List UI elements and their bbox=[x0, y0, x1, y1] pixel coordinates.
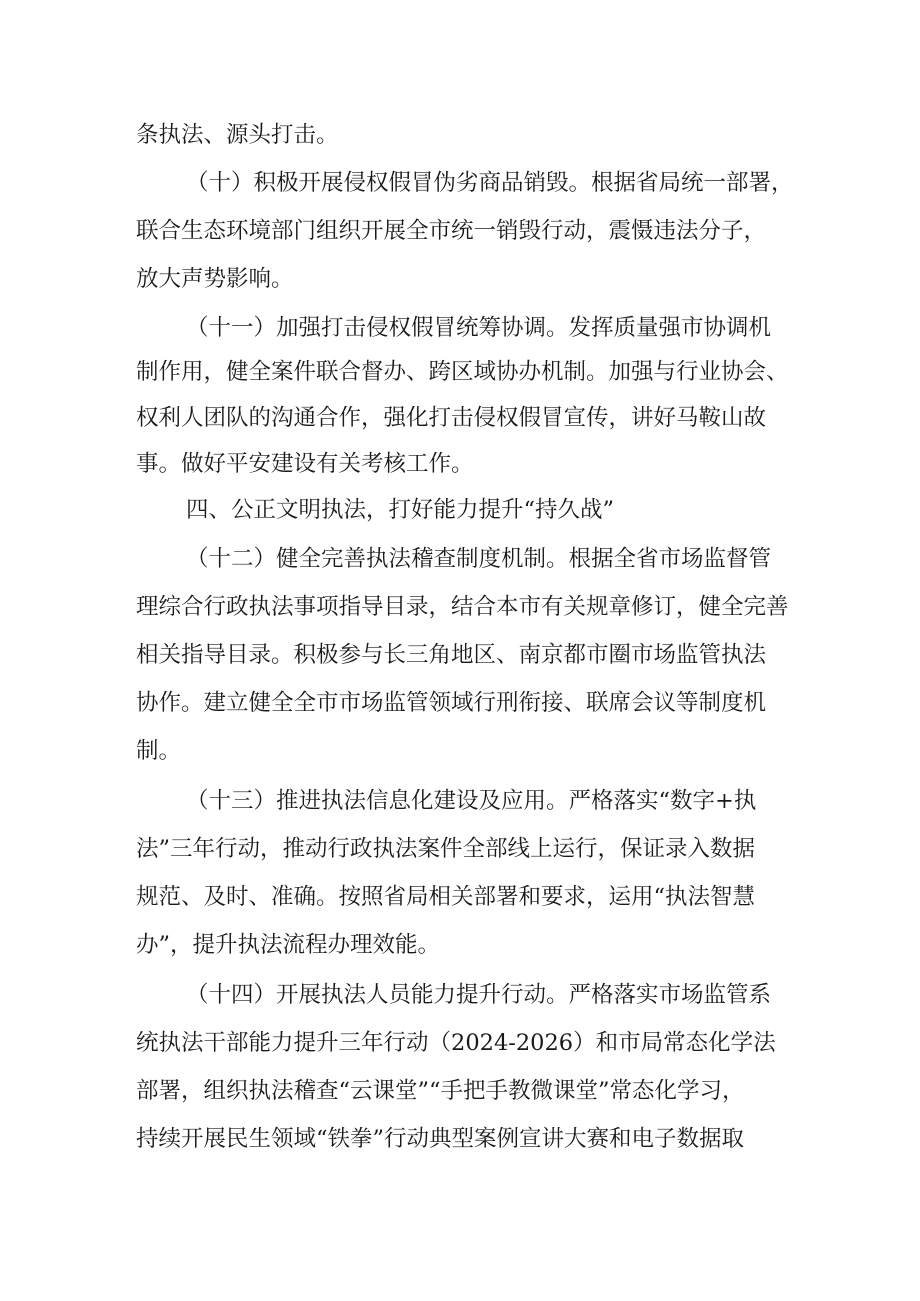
text-line: 规范、及时、准确。按照省局相关部署和要求，运用“执法智慧 bbox=[136, 884, 756, 910]
text-line: 理综合行政执法事项指导目录，结合本市有关规章修订，健全完善 bbox=[136, 594, 789, 620]
text-line: 联合生态环境部门组织开展全市统一销毁行动，震慑违法分子， bbox=[136, 218, 767, 244]
text-line: 放大声势影响。 bbox=[136, 266, 294, 292]
text-line: 统执法干部能力提升三年行动（2024-2026）和市局常态化学法 bbox=[136, 1030, 776, 1056]
text-line: 法”三年行动，推动行政执法案件全部线上运行，保证录入数据 bbox=[136, 836, 756, 862]
text-line: 条执法、源头打击。 bbox=[136, 122, 339, 148]
text-line: 制作用，健全案件联合督办、跨区域协办机制。加强与行业协会、 bbox=[136, 359, 789, 385]
text-line: 事。做好平安建设有关考核工作。 bbox=[136, 451, 474, 477]
text-line: 办”，提升执法流程办理效能。 bbox=[136, 932, 441, 958]
paragraph-11-title-line: （十一）加强打击侵权假冒统筹协调。发挥质量强市协调机 bbox=[186, 315, 772, 341]
text-line: 持续开展民生领域“铁拳”行动典型案例宣讲大赛和电子数据取 bbox=[136, 1126, 745, 1152]
paragraph-13-title-line: （十三）推进执法信息化建设及应用。严格落实“数字+执 bbox=[186, 788, 757, 814]
text-line: 权利人团队的沟通合作，强化打击侵权假冒宣传，讲好马鞍山故 bbox=[136, 405, 767, 431]
text-line: 制。 bbox=[136, 738, 182, 764]
text-line: 协作。建立健全全市市场监管领域行刑衔接、联席会议等制度机 bbox=[136, 690, 767, 716]
section-4-heading: 四、公正文明执法，打好能力提升“持久战” bbox=[186, 497, 615, 523]
paragraph-10-title-line: （十）积极开展侵权假冒伪劣商品销毁。根据省局统一部署， bbox=[186, 170, 794, 196]
paragraph-12-title-line: （十二）健全完善执法稽查制度机制。根据全省市场监督管 bbox=[186, 546, 772, 572]
paragraph-14-title-line: （十四）开展执法人员能力提升行动。严格落实市场监管系 bbox=[186, 982, 772, 1008]
text-line: 部署，组织执法稽查“云课堂”“手把手教微课堂”常态化学习， bbox=[136, 1078, 745, 1104]
text-line: 相关指导目录。积极参与长三角地区、南京都市圈市场监管执法 bbox=[136, 642, 767, 668]
